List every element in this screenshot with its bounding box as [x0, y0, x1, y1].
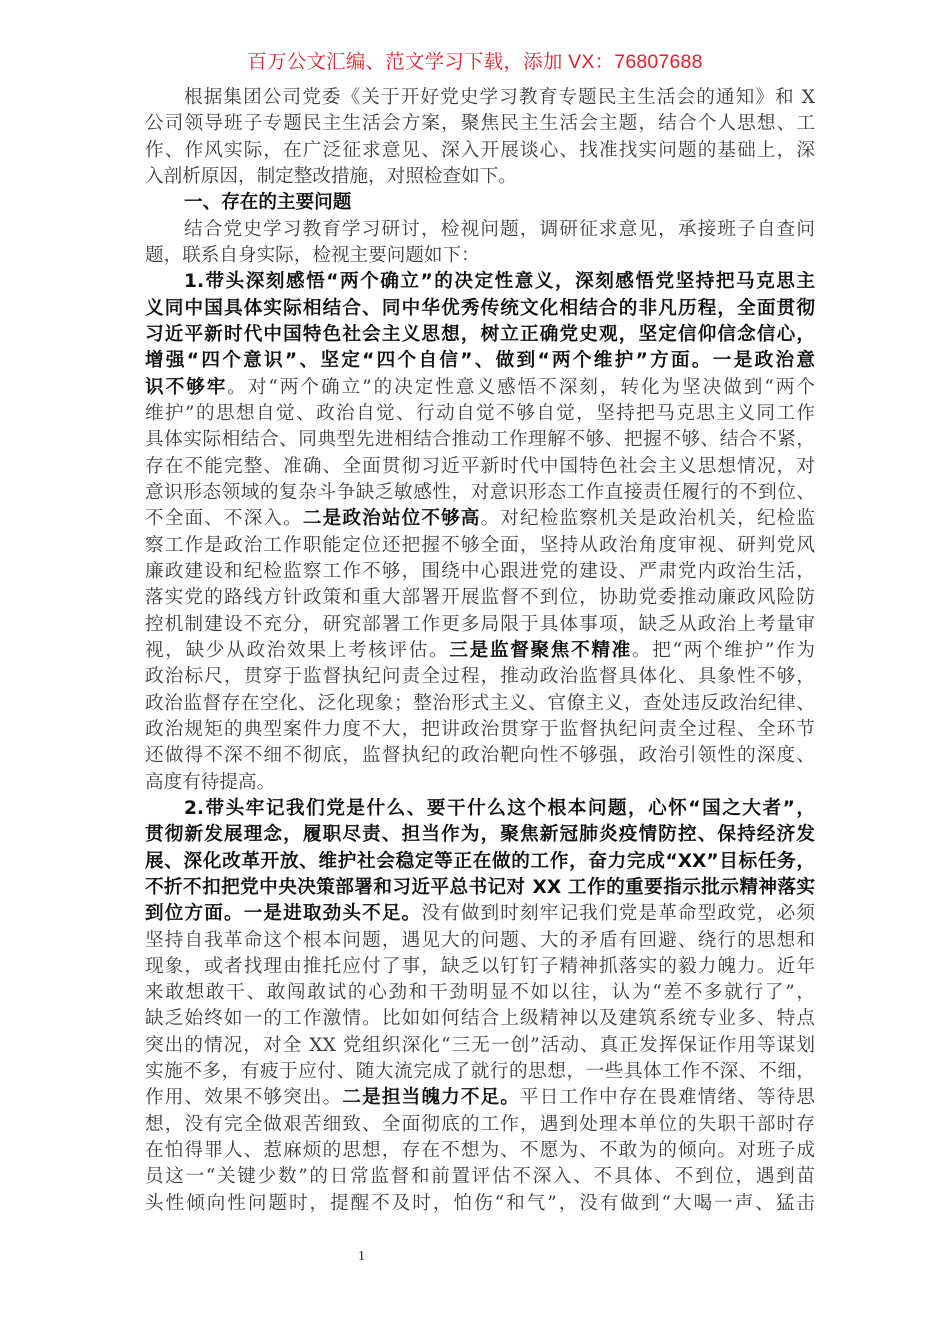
text-line — [145, 901, 815, 927]
text-line — [145, 849, 815, 875]
body-text: 政治标尺，贯穿于监督执纪问责全过程，推动政治监督具体化、具象性不够， — [145, 666, 815, 688]
text-line — [145, 954, 815, 980]
body-text: 实施不多，有疲于应付、随大流完成了就行的思想，一些具体工作不深、不细， — [145, 1061, 815, 1083]
body-text: 来敢想敢干、敢闯敢试的心劲和干劲明显不如以往，认为“差不多就行了”， — [145, 982, 815, 1004]
text-line — [145, 401, 815, 427]
text-line — [145, 243, 815, 269]
text-line — [145, 1059, 815, 1085]
text-line — [145, 796, 815, 822]
body-text: 突出的情况，对全 XX 党组织深化“三无一创”活动、真正发挥保证作用等谋划 — [145, 1034, 815, 1056]
body-text: 政治监督存在空化、泛化现象；整治形式主义、官僚主义，查处违反政治纪律、 — [145, 692, 815, 714]
text-line — [145, 1138, 815, 1164]
bold-text: 增强“四个意识”、坚定“四个自信”、做到“两个维护”方面。一是政治意 — [145, 350, 815, 372]
text-line — [145, 980, 815, 1006]
text-line — [145, 585, 815, 611]
text-line — [145, 664, 815, 690]
bold-text: 习近平新时代中国特色社会主义思想，树立正确党史观，坚定信仰信念信心， — [145, 323, 815, 345]
text-line — [145, 427, 815, 453]
page-number: 1 — [358, 1249, 365, 1264]
text-line — [145, 296, 815, 322]
bold-text: 不折不扣把党中央决策部署和习近平总书记对 XX 工作的重要指示批示精神落实 — [145, 876, 815, 898]
text-line — [145, 822, 815, 848]
body-text: 控机制建设不充分，研究部署工作更多局限于具体事项，缺乏从政治上考量审 — [145, 613, 815, 635]
text-line — [145, 480, 815, 506]
bold-text: 2.带头牢记我们党是什么、要干什么这个根本问题，心怀“国之大者”， — [184, 797, 815, 819]
text-line — [145, 138, 815, 164]
body-text: 意识形态领域的复杂斗争缺乏敏感性，对意识形态工作直接责任履行的不到位、 — [145, 481, 815, 503]
bold-text: 1.带头深刻感悟“两个确立”的决定性意义，深刻感悟党坚持把马克思主 — [184, 271, 815, 293]
text-line — [145, 691, 815, 717]
text-line — [145, 1006, 815, 1032]
text-line — [145, 743, 815, 769]
body-text: 缺乏始终如一的工作激情。比如如何结合上级精神以及建筑系统专业多、特点 — [145, 1008, 815, 1030]
bold-text: 二是政治站位不够高 — [302, 508, 481, 530]
bold-text: 展、深化改革开放、维护社会稳定等正在做的工作，奋力完成“XX”目标任务， — [145, 850, 815, 872]
body-text: 政治规矩的典型案件力度不大，把讲政治贯穿于监督执纪问责全过程、全环节 — [145, 718, 815, 740]
text-line — [145, 1164, 815, 1190]
body-text: 题，联系自身实际，检视主要问题如下： — [145, 244, 480, 266]
body-text: 还做得不深不细不彻底，监督执纪的政治靶向性不够强，政治引领性的深度、 — [145, 745, 815, 767]
text-line — [145, 1085, 815, 1111]
body-text: 具体实际相结合、同典型先进相结合推动工作理解不够、把握不够、结合不紧， — [145, 429, 815, 451]
bold-text: 一、存在的主要问题 — [184, 192, 352, 214]
bold-text: 到位方面。一是进取劲头不足。 — [145, 903, 422, 925]
bold-text: 义同中国具体实际相结合、同中华优秀传统文化相结合的非凡历程，全面贯彻 — [145, 297, 815, 319]
body-text: 现象，或者找理由推托应付了事，缺乏以钉钉子精神抓落实的毅力魄力。近年 — [145, 955, 815, 977]
bold-text: 贯彻新发展理念，履职尽责、担当作为，聚焦新冠肺炎疫情防控、保持经济发 — [145, 824, 815, 846]
body-text: 维护”的思想自觉、政治自觉、行动自觉不够自觉，坚持把马克思主义同工作 — [145, 402, 815, 424]
text-line — [145, 717, 815, 743]
document-body — [145, 85, 815, 1217]
body-text: 存在不能完整、准确、全面贯彻习近平新时代中国特色社会主义思想情况，对 — [145, 455, 815, 477]
body-text: 作、作风实际，在广泛征求意见、深入开展谈心、找准找实问题的基础上，深 — [145, 139, 815, 161]
body-text: 察工作是政治工作职能定位还把握不够全面，坚持从政治角度审视、研判党风 — [145, 534, 815, 556]
body-text: 想，没有完全做艰苦细致、全面彻底的工作，遇到处理本单位的失职干部时存 — [145, 1113, 815, 1135]
body-text: 员这一“关键少数”的日常监督和前置评估不深入、不具体、不到位，遇到苗 — [145, 1166, 815, 1188]
body-text: 平日工作中存在畏难情绪、等待思 — [520, 1087, 815, 1109]
text-line — [145, 190, 815, 216]
bold-text: 识不够牢 — [145, 376, 228, 398]
text-line — [145, 928, 815, 954]
text-line — [145, 85, 815, 111]
text-line — [145, 533, 815, 559]
text-line — [145, 1112, 815, 1138]
text-line — [145, 559, 815, 585]
text-line — [145, 1191, 815, 1217]
body-text: 公司领导班子专题民主生活会方案，聚焦民主生活会主题，结合个人思想、工 — [145, 113, 815, 135]
text-line — [145, 348, 815, 374]
watermark-banner: 百万公文汇编、范文学习下载，添加 VX：76807688 — [247, 51, 703, 73]
bold-text: 三是监督聚焦不精准 — [449, 639, 632, 661]
body-text: 头性倾向性问题时，提醒不及时，怕伤“和气”，没有做到“大喝一声、猛击 — [145, 1192, 815, 1214]
body-text: 不全面、不深入。 — [145, 508, 303, 530]
text-line — [145, 322, 815, 348]
bold-text: 二是担当魄力不足。 — [342, 1087, 521, 1109]
body-text: 没有做到时刻牢记我们党是革命型政党，必须 — [421, 903, 815, 925]
text-line — [145, 612, 815, 638]
body-text: 作用、效果不够突出。 — [145, 1087, 343, 1109]
body-text: 入剖析原因，制定整改措施，对照检查如下。 — [145, 165, 517, 187]
text-line — [145, 217, 815, 243]
text-line — [145, 638, 815, 664]
text-line — [145, 506, 815, 532]
text-line — [145, 1033, 815, 1059]
body-text: 视，缺少从政治效果上考核评估。 — [145, 639, 450, 661]
body-text: 落实党的路线方针政策和重大部署开展监督不到位，协助党委推动廉政风险防 — [145, 587, 815, 609]
body-text: 廉政建设和纪检监察工作不够，围绕中心跟进党的建设、严肃党内政治生活， — [145, 560, 815, 582]
body-text: 坚持自我革命这个根本问题，遇见大的问题、大的矛盾有回避、绕行的思想和 — [145, 929, 815, 951]
text-line — [145, 164, 815, 190]
body-text: 。对“两个确立”的决定性意义感悟不深刻，转化为坚决做到“两个 — [227, 376, 815, 398]
body-text: 根据集团公司党委《关于开好党史学习教育专题民主生活会的通知》和 X — [184, 87, 815, 108]
body-text: 。把“两个维护”作为 — [631, 639, 815, 661]
text-line — [145, 454, 815, 480]
text-line — [145, 770, 815, 796]
body-text: 结合党史学习教育学习研讨，检视问题，调研征求意见，承接班子自查问 — [184, 218, 815, 240]
body-text: 高度有待提高。 — [145, 771, 276, 793]
body-text: 在怕得罪人、惹麻烦的思想，存在不想为、不愿为、不敢为的倾向。对班子成 — [145, 1140, 815, 1162]
text-line — [145, 875, 815, 901]
text-line — [145, 111, 815, 137]
text-line — [145, 375, 815, 401]
body-text: 。对纪检监察机关是政治机关，纪检监 — [480, 508, 815, 530]
text-line — [145, 269, 815, 295]
